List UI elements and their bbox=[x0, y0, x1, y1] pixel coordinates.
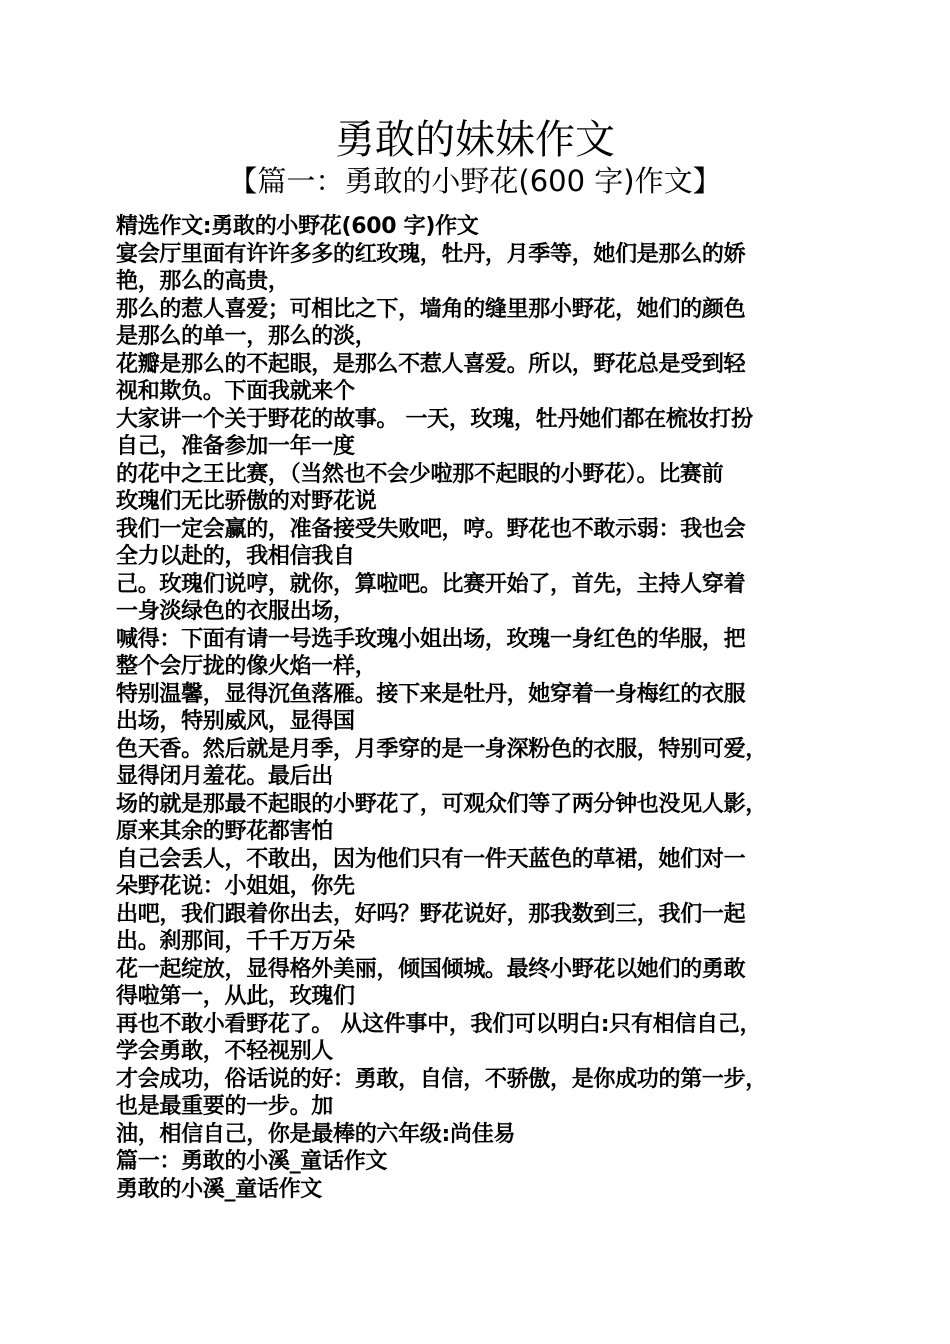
body-line: 整个会厅拢的像火焰一样， bbox=[116, 654, 377, 679]
body-line: 是那么的单一，那么的淡， bbox=[116, 324, 377, 349]
body-line: 宴会厅里面有许许多多的红玫瑰，牡丹，月季等，她们是那么的娇 bbox=[116, 241, 746, 267]
body-line: 出。刹那间，千千万万朵 bbox=[116, 929, 355, 954]
body-line: 原来其余的野花都害怕 bbox=[116, 819, 334, 844]
body-line: 出场，特别威风，显得国 bbox=[116, 709, 355, 734]
document-subtitle: 【篇一：勇敢的小野花(600 字)作文】 bbox=[228, 164, 722, 198]
body-line: 显得闭月羞花。最后出 bbox=[116, 764, 334, 789]
body-line: 艳，那么的高贵， bbox=[116, 269, 290, 294]
body-line: 玫瑰们无比骄傲的对野花说 bbox=[116, 489, 377, 514]
body-line: 花瓣是那么的不起眼，是那么不惹人喜爱。所以，野花总是受到轻 bbox=[116, 351, 746, 377]
body-line: 也是最重要的一步。加 bbox=[116, 1094, 334, 1119]
body-line: 出吧，我们跟着你出去，好吗？野花说好，那我数到三，我们一起 bbox=[116, 901, 746, 927]
body-line: 才会成功，俗话说的好：勇敢，自信，不骄傲，是你成功的第一步， bbox=[116, 1066, 768, 1092]
body-line: 篇一：勇敢的小溪_童话作文 bbox=[116, 1149, 388, 1174]
body-line: 喊得：下面有请一号选手玫瑰小姐出场，玫瑰一身红色的华服，把 bbox=[116, 626, 746, 652]
body-line: 色天香。然后就是月季，月季穿的是一身深粉色的衣服，特别可爱， bbox=[116, 736, 768, 762]
body-line: 特别温馨，显得沉鱼落雁。接下来是牡丹，她穿着一身梅红的衣服 bbox=[116, 681, 746, 707]
body-line: 再也不敢小看野花了。 从这件事中，我们可以明白:只有相信自己， bbox=[116, 1011, 762, 1037]
body-line: 朵野花说：小姐姐，你先 bbox=[116, 874, 355, 899]
body-line: 己。玫瑰们说哼，就你，算啦吧。比赛开始了，首先，主持人穿着 bbox=[116, 571, 746, 597]
body-line: 精选作文:勇敢的小野花(600 字)作文 bbox=[116, 214, 479, 239]
body-line: 我们一定会赢的，准备接受失败吧，哼。野花也不敢示弱：我也会 bbox=[116, 516, 746, 542]
body-line: 自己，准备参加一年一度 bbox=[116, 434, 355, 459]
body-line: 全力以赴的，我相信我自 bbox=[116, 544, 355, 569]
body-line: 视和欺负。下面我就来个 bbox=[116, 379, 355, 404]
body-line: 花一起绽放，显得格外美丽，倾国倾城。最终小野花以她们的勇敢 bbox=[116, 956, 746, 982]
body-line: 一身淡绿色的衣服出场， bbox=[116, 599, 355, 624]
document-title: 勇敢的妹妹作文 bbox=[335, 117, 615, 163]
body-line: 的花中之王比赛，（当然也不会少啦那不起眼的小野花）。比赛前 bbox=[116, 461, 724, 487]
body-line: 自己会丢人，不敢出，因为他们只有一件天蓝色的草裙，她们对一 bbox=[116, 846, 746, 872]
body-line: 油，相信自己，你是最棒的六年级:尚佳易 bbox=[116, 1121, 516, 1147]
body-line: 那么的惹人喜爱；可相比之下，墙角的缝里那小野花，她们的颜色 bbox=[116, 296, 746, 322]
body-line: 得啦第一，从此，玫瑰们 bbox=[116, 984, 355, 1009]
body-line: 大家讲一个关于野花的故事。 一天，玫瑰，牡丹她们都在梳妆打扮 bbox=[116, 406, 753, 432]
body-line: 勇敢的小溪_童话作文 bbox=[116, 1176, 323, 1202]
body-line: 场的就是那最不起眼的小野花了，可观众们等了两分钟也没见人影， bbox=[116, 791, 768, 817]
body-line: 学会勇敢，不轻视别人 bbox=[116, 1039, 334, 1064]
document-body bbox=[116, 213, 836, 1203]
